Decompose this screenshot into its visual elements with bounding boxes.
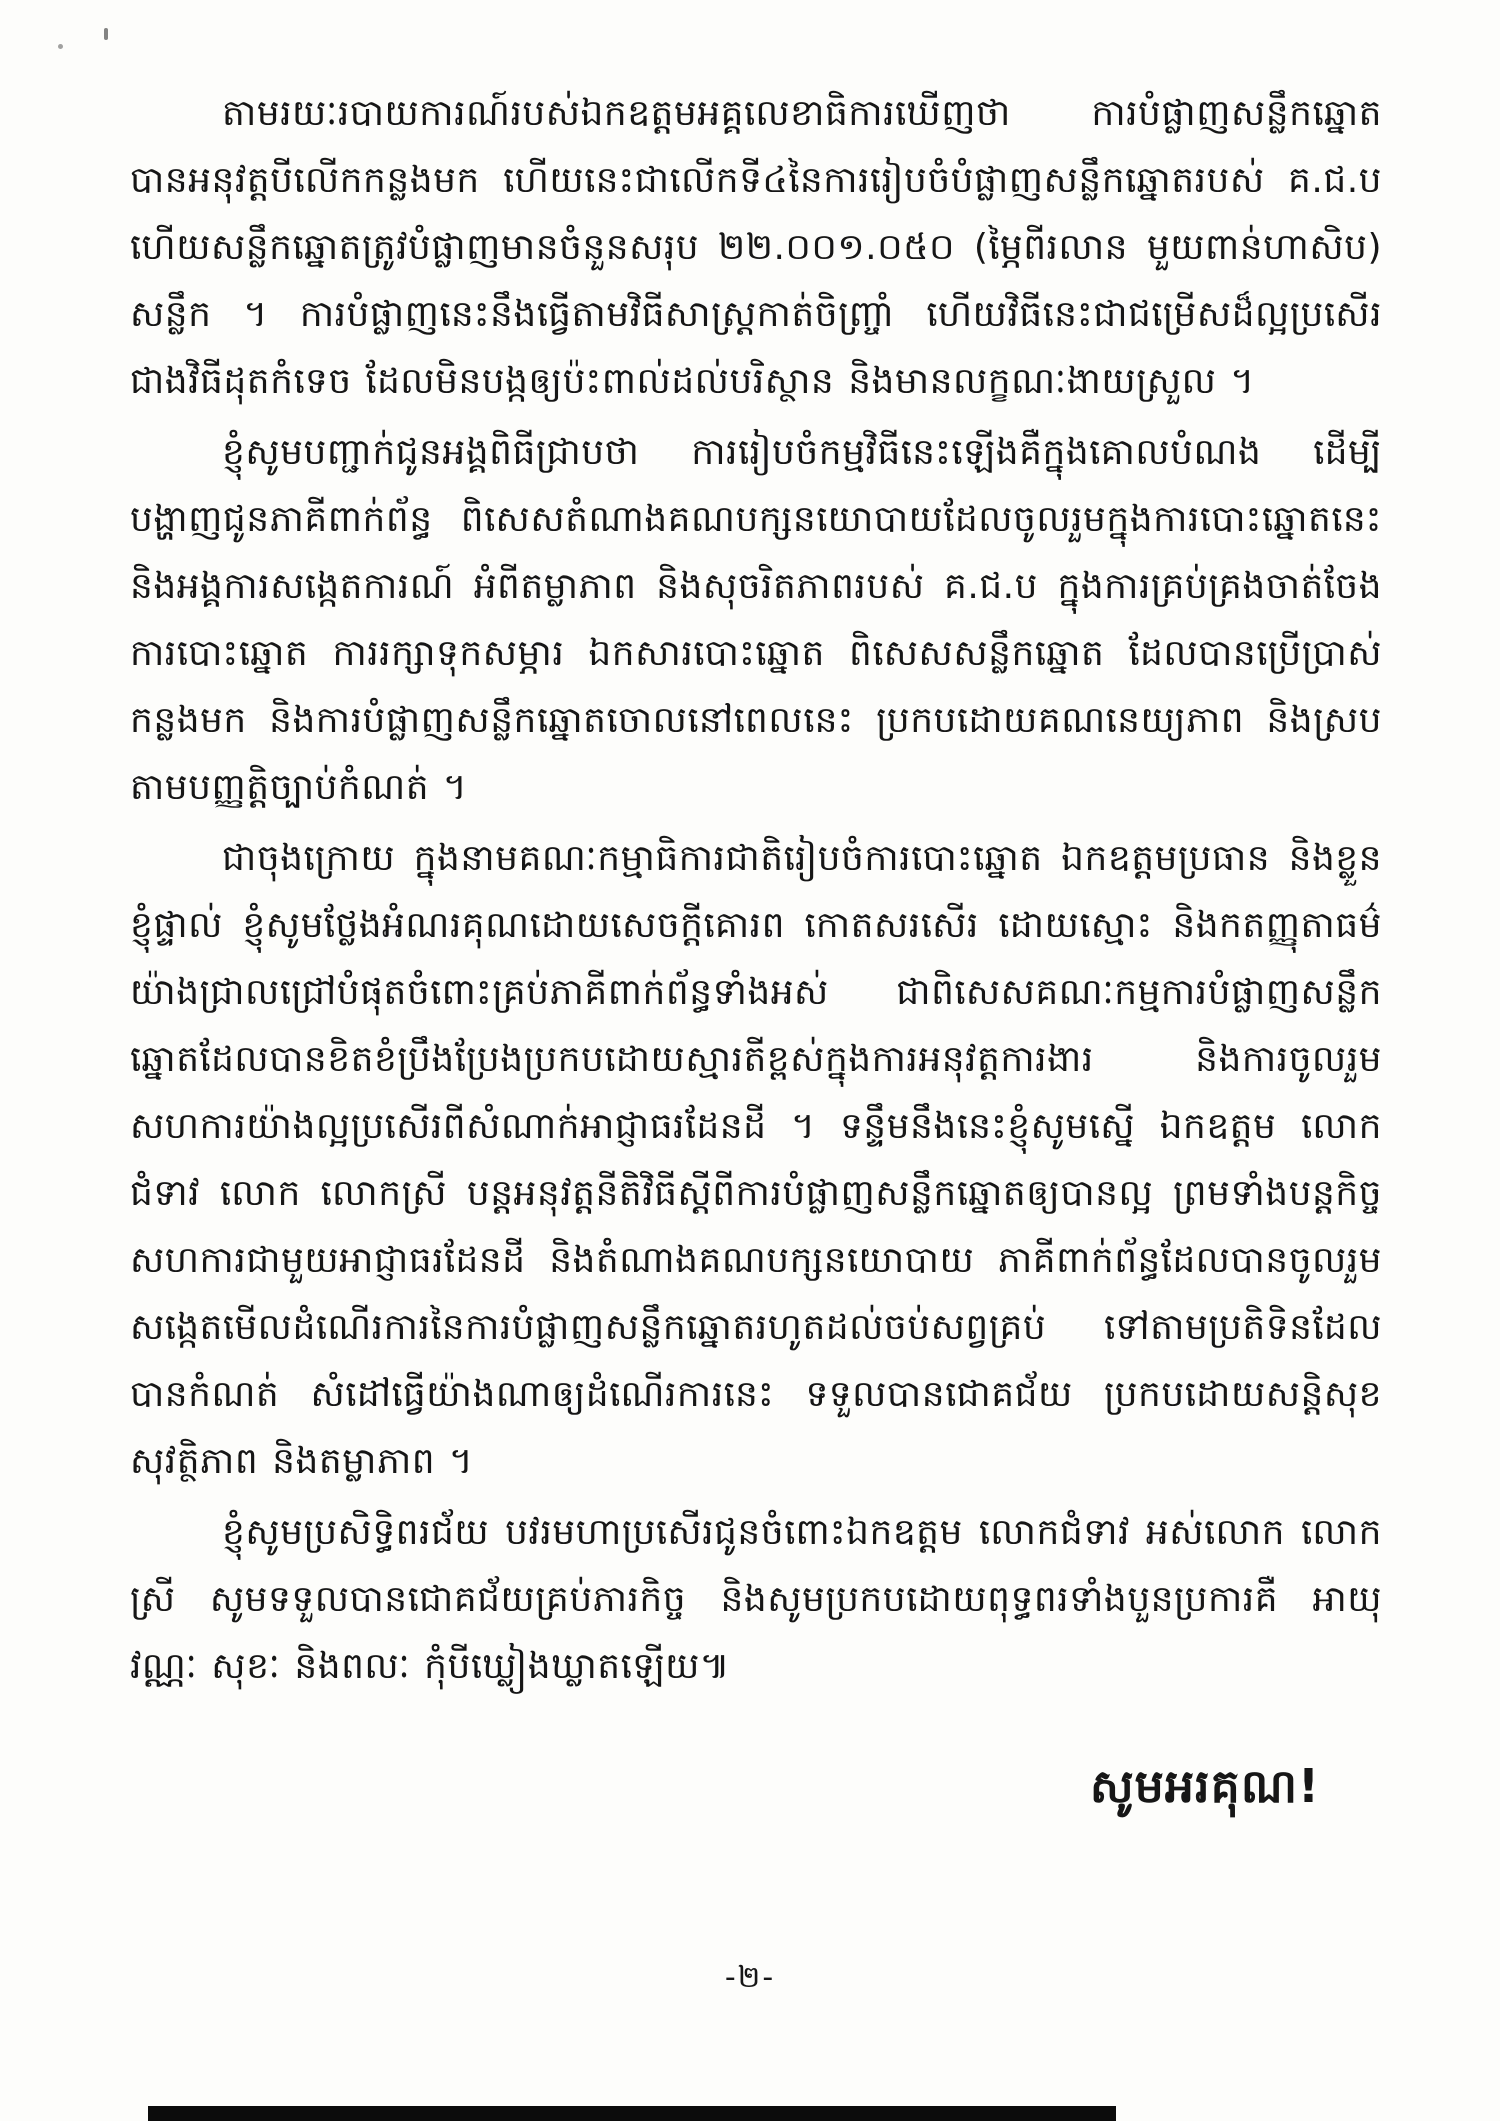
paragraph-1: តាមរយៈរបាយការណ៍របស់ឯកឧត្តមអគ្គលេខាធិការឃើញថា ការបំផ្លាញសន្លឹកឆ្នោត បានអនុវត្តបីលើកកន្លងមក ហើយនេះជាលើកទី៤នៃការរៀបចំបំផ្លាញសន្លឹកឆ្នោតរបស់ គ.ជ.ប ហើយសន្លឹកឆ្នោតត្រូវបំផ្លាញមានចំនួនសរុប ២២.០០១.០៥០ (ម្ភៃពីរលាន មួយពាន់ហាសិប) សន្លឹក ។ ការបំផ្លាញនេះនឹងធ្វើតាមវិធីសាស្ត្រកាត់ចិញ្ច្រាំ ហើយវិធីនេះជាជម្រើសដ៏ល្អប្រសើរ ជាងវិធីដុតកំទេច ដែលមិនបង្កឲ្យប៉ះពាល់ដល់បរិស្ថាន និងមានលក្ខណៈងាយស្រួល ។ (130, 93, 1382, 402)
scan-artifact-bar (148, 2106, 1116, 2121)
paragraph-4: ខ្ញុំសូមប្រសិទ្ធិពរជ័យ បវរមហាប្រសើរជូនចំពោះឯកឧត្តម លោកជំទាវ អស់លោក លោកស្រី សូមទទួលបានជោគជ័យគ្រប់ភារកិច្ច និងសូមប្រកបដោយពុទ្ធពរទាំងបួនប្រការគឺ អាយុ វណ្ណៈ សុខៈ និងពលៈ កុំបីឃ្លៀងឃ្លាតឡើយ៕ (130, 1512, 1382, 1687)
paragraph-3: ជាចុងក្រោយ ក្នុងនាមគណៈកម្មាធិការជាតិរៀបចំការបោះឆ្នោត ឯកឧត្តមប្រធាន និងខ្លួនខ្ញុំផ្ទាល់ ខ្ញុំសូមថ្លែងអំណរគុណដោយសេចក្ដីគោរព កោតសរសើរ ដោយស្មោះ និងកតញ្ញុតាធម៌ យ៉ាងជ្រាលជ្រៅបំផុតចំពោះគ្រប់ភាគីពាក់ព័ន្ធទាំងអស់ ជាពិសេសគណៈកម្មការបំផ្លាញសន្លឹកឆ្នោតដែលបានខិតខំប្រឹងប្រែងប្រកបដោយស្មារតីខ្ពស់ក្នុងការអនុវត្តការងារ និងការចូលរួមសហការយ៉ាងល្អប្រសើរពីសំណាក់អាជ្ញាធរដែនដី ។ ទន្ទឹមនឹងនេះខ្ញុំសូមស្នើ ឯកឧត្តម លោកជំទាវ លោក លោកស្រី បន្តអនុវត្តនីតិវិធីស្ដីពីការបំផ្លាញសន្លឹកឆ្នោតឲ្យបានល្អ ព្រមទាំងបន្តកិច្ចសហការជាមួយអាជ្ញាធរដែនដី និងតំណាងគណបក្សនយោបាយ ភាគីពាក់ព័ន្ធដែលបានចូលរួមសង្កេតមើលដំណើរការនៃការបំផ្លាញសន្លឹកឆ្នោតរហូតដល់ចប់សព្វគ្រប់ ទៅតាមប្រតិទិនដែលបានកំណត់ សំដៅធ្វើយ៉ាងណាឲ្យដំណើរការនេះ ទទួលបានជោគជ័យ ប្រកបដោយសន្តិសុខ សុវត្ថិភាព និងតម្លាភាព ។ (130, 838, 1382, 1482)
document-body (130, 80, 1382, 1814)
page-number: -២- (724, 1960, 776, 1995)
scan-speck (58, 44, 63, 49)
scan-speck (104, 28, 108, 40)
paragraph-2: ខ្ញុំសូមបញ្ជាក់ជូនអង្គពិធីជ្រាបថា ការរៀបចំកម្មវិធីនេះឡើងគឺក្នុងគោលបំណង ដើម្បីបង្ហាញជូនភាគីពាក់ព័ន្ធ ពិសេសតំណាងគណបក្សនយោបាយដែលចូលរួមក្នុងការបោះឆ្នោតនេះ និងអង្គការសង្កេតការណ៍ អំពីតម្លាភាព និងសុចរិតភាពរបស់ គ.ជ.ប ក្នុងការគ្រប់គ្រងចាត់ចែងការបោះឆ្នោត ការរក្សាទុកសម្ភារ ឯកសារបោះឆ្នោត ពិសេសសន្លឹកឆ្នោត ដែលបានប្រើប្រាស់កន្លងមក និងការបំផ្លាញសន្លឹកឆ្នោតចោលនៅពេលនេះ ប្រកបដោយគណនេយ្យភាព និងស្របតាមបញ្ញត្តិច្បាប់កំណត់ ។ (130, 432, 1382, 808)
closing-thank-you: សូមអរគុណ! (1089, 1759, 1320, 1813)
